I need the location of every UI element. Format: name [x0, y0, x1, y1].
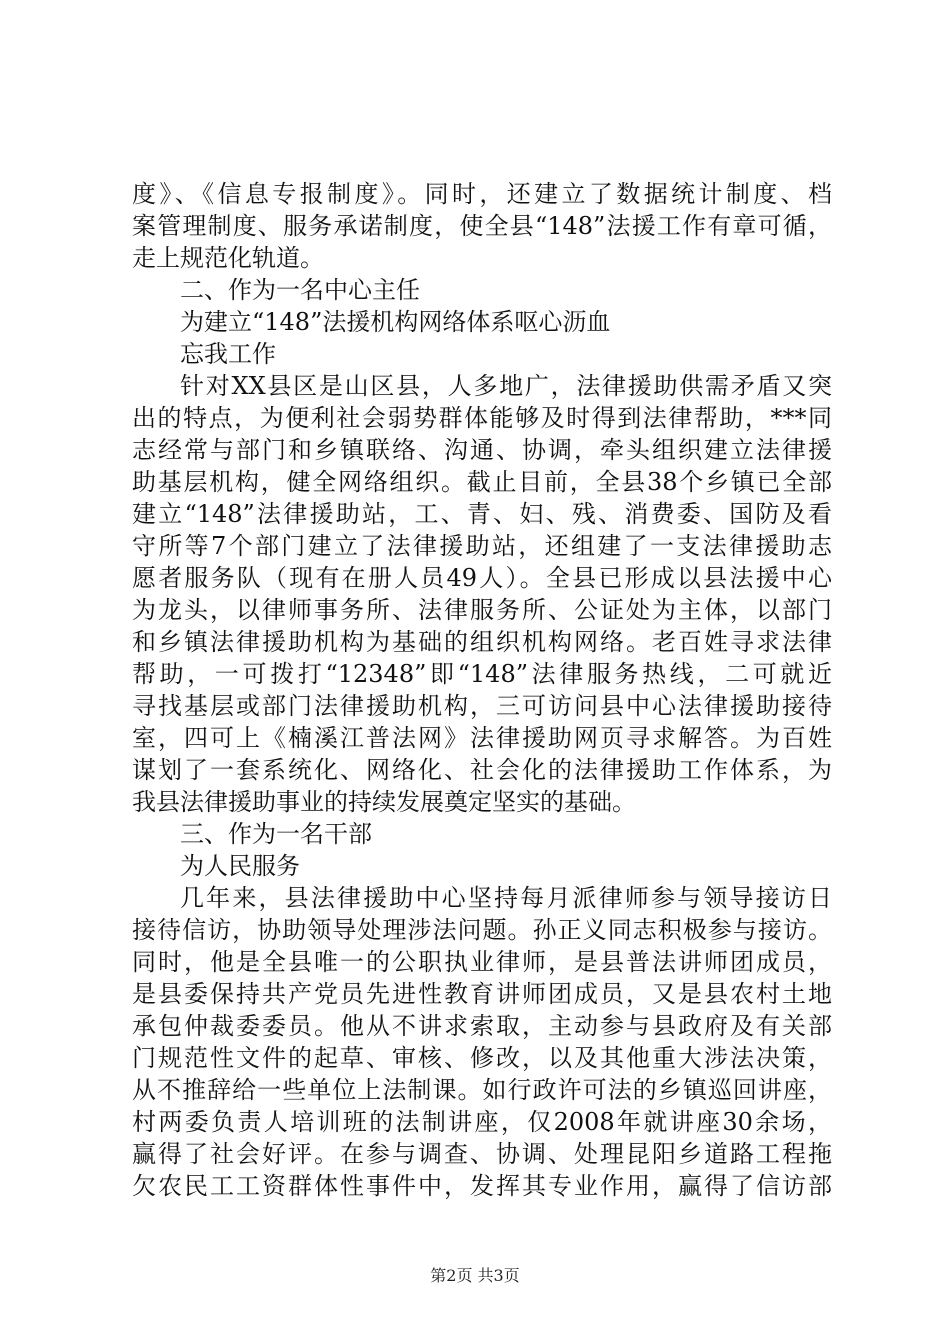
text-line: 案管理制度、服务承诺制度，使全县“148”法援工作有章可循，: [132, 212, 832, 240]
text-line: 室，四可上《楠溪江普法网》法律援助网页寻求解答。为百姓: [132, 724, 832, 752]
text-line: 欠农民工工资群体性事件中，发挥其专业作用，赢得了信访部: [132, 1172, 832, 1200]
text-line: 几年来，县法律援助中心坚持每月派律师参与领导接访日: [180, 884, 832, 912]
text-line: 助基层机构，健全网络组织。截止目前，全县38个乡镇已全部: [132, 468, 832, 496]
section-heading: 二、作为一名中心主任: [180, 276, 420, 304]
text-line: 走上规范化轨道。: [132, 244, 324, 272]
text-line: 帮助，一可拨打“12348”即“148”法律服务热线，二可就近: [132, 660, 832, 688]
text-line: 针对XX县区是山区县，人多地广，法律援助供需矛盾又突: [180, 372, 832, 400]
text-line: 愿者服务队（现有在册人员49人）。全县已形成以县法援中心: [132, 564, 832, 592]
text-line: 接待信访，协助领导处理涉法问题。孙正义同志积极参与接访。: [132, 916, 832, 944]
text-line: 是县委保持共产党员先进性教育讲师团成员，又是县农村土地: [132, 980, 832, 1008]
text-line: 守所等7个部门建立了法律援助站，还组建了一支法律援助志: [132, 532, 832, 560]
text-line: 承包仲裁委委员。他从不讲求索取，主动参与县政府及有关部: [132, 1012, 832, 1040]
text-line: 建立“148”法律援助站，工、青、妇、残、消费委、国防及看: [132, 500, 832, 528]
text-line: 我县法律援助事业的持续发展奠定坚实的基础。: [132, 788, 636, 816]
page-number: 第2页 共3页: [430, 1266, 520, 1285]
text-line: 寻找基层或部门法律援助机构，三可访问县中心法律援助接待: [132, 692, 832, 720]
text-line: 村两委负责人培训班的法制讲座，仅2008年就讲座30余场，: [132, 1108, 832, 1136]
text-line: 为龙头，以律师事务所、法律服务所、公证处为主体，以部门: [132, 596, 832, 624]
text-line: 出的特点，为便利社会弱势群体能够及时得到法律帮助，***同: [132, 404, 832, 432]
text-line: 赢得了社会好评。在参与调查、协调、处理昆阳乡道路工程拖: [132, 1140, 832, 1168]
text-line: 同时，他是全县唯一的公职执业律师，是县普法讲师团成员，: [132, 948, 832, 976]
section-subheading: 忘我工作: [180, 340, 276, 368]
section-subheading: 为建立“148”法援机构网络体系呕心沥血: [180, 308, 611, 336]
text-line: 志经常与部门和乡镇联络、沟通、协调，牵头组织建立法律援: [132, 436, 832, 464]
text-line: 门规范性文件的起草、审核、修改，以及其他重大涉法决策，: [132, 1044, 832, 1072]
text-line: 谋划了一套系统化、网络化、社会化的法律援助工作体系，为: [132, 756, 832, 784]
text-line: 从不推辞给一些单位上法制课。如行政许可法的乡镇巡回讲座，: [132, 1076, 832, 1104]
text-line: 度》、《信息专报制度》。同时，还建立了数据统计制度、档: [132, 180, 832, 208]
section-heading: 三、作为一名干部: [180, 820, 372, 848]
section-subheading: 为人民服务: [180, 852, 300, 880]
text-line: 和乡镇法律援助机构为基础的组织机构网络。老百姓寻求法律: [132, 628, 832, 656]
